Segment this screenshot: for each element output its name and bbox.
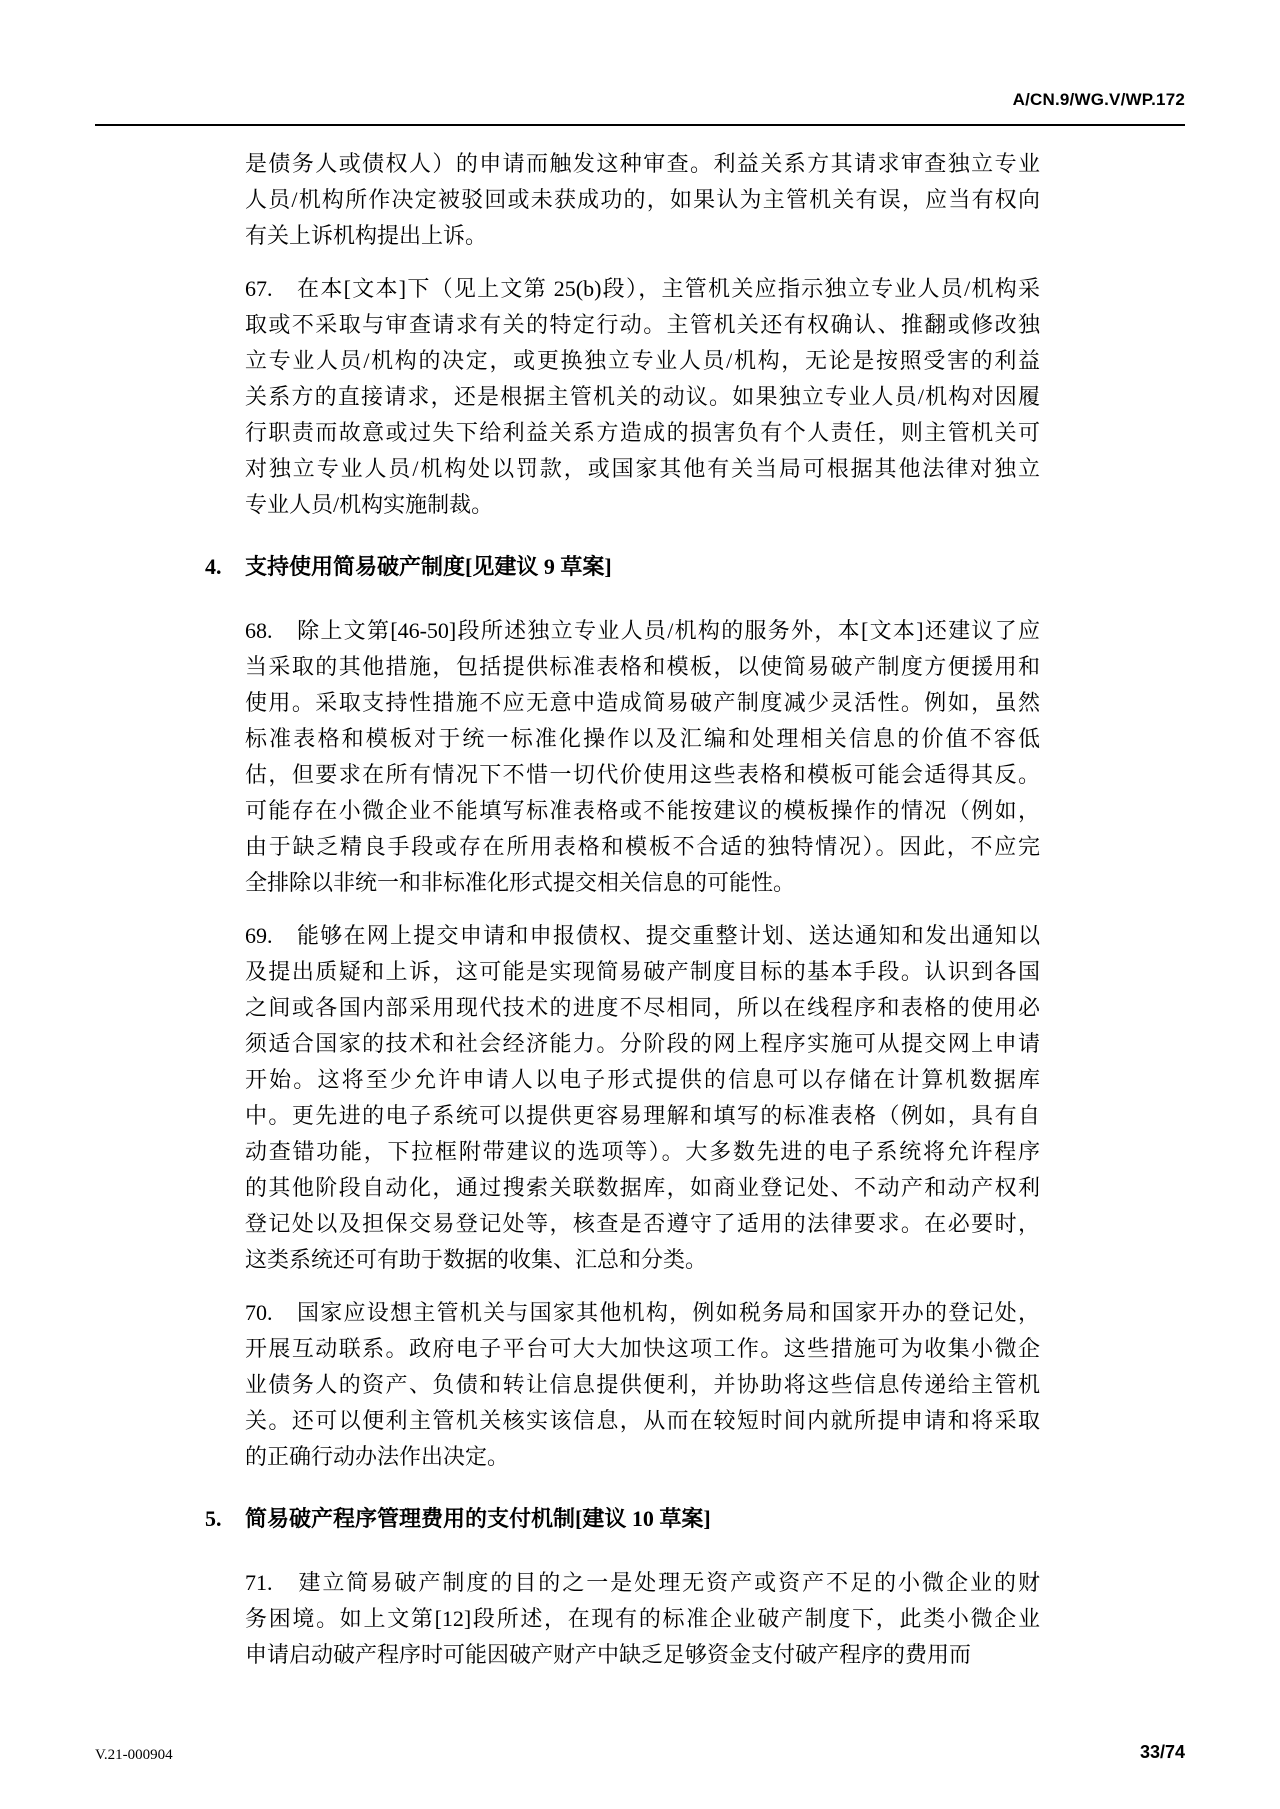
paragraph-line: 及提出质疑和上诉，这可能是实现简易破产制度目标的基本手段。认识到各国 bbox=[245, 959, 1040, 984]
paragraph-line: 业债务人的资产、负债和转让信息提供便利，并协助将这些信息传递给主管机 bbox=[245, 1372, 1040, 1397]
section-number: 5. bbox=[205, 1506, 222, 1531]
paragraph-line: 68. 除上文第[46-50]段所述独立专业人员/机构的服务外，本[文本]还建议了应 bbox=[245, 618, 1040, 643]
body-paragraph bbox=[245, 613, 1040, 901]
paragraph-line: 关。还可以便利主管机关核实该信息，从而在较短时间内就所提申请和将采取 bbox=[245, 1408, 1040, 1433]
paragraph-line: 立专业人员/机构的决定，或更换独立专业人员/机构，无论是按照受害的利益 bbox=[245, 348, 1040, 373]
paragraph-line: 人员/机构所作决定被驳回或未获成功的，如果认为主管机关有误，应当有权向 bbox=[245, 187, 1040, 212]
paragraph-line: 中。更先进的电子系统可以提供更容易理解和填写的标准表格（例如，具有自 bbox=[245, 1103, 1040, 1128]
section-heading bbox=[205, 1501, 1040, 1537]
paragraph-line: 可能存在小微企业不能填写标准表格或不能按建议的模板操作的情况（例如， bbox=[245, 798, 1040, 823]
paragraph-line: 务困境。如上文第[12]段所述，在现有的标准企业破产制度下，此类小微企业 bbox=[245, 1606, 1040, 1631]
footer-doc-number: V.21-000904 bbox=[95, 1747, 173, 1763]
paragraph-line: 登记处以及担保交易登记处等，核查是否遵守了适用的法律要求。在必要时， bbox=[245, 1211, 1040, 1236]
paragraph-line: 全排除以非统一和非标准化形式提交相关信息的可能性。 bbox=[245, 870, 796, 895]
paragraph-line: 的正确行动办法作出决定。 bbox=[245, 1444, 510, 1469]
document-body bbox=[205, 146, 1040, 1690]
paragraph-line: 对独立专业人员/机构处以罚款，或国家其他有关当局可根据其他法律对独立 bbox=[245, 456, 1040, 481]
paragraph-line: 估，但要求在所有情况下不惜一切代价使用这些表格和模板可能会适得其反。 bbox=[245, 762, 1040, 787]
section-title: 支持使用简易破产制度[见建议 9 草案] bbox=[245, 554, 612, 579]
section-title: 简易破产程序管理费用的支付机制[建议 10 草案] bbox=[245, 1506, 711, 1531]
section-number: 4. bbox=[205, 554, 222, 579]
paragraph-line: 当采取的其他措施，包括提供标准表格和模板，以使简易破产制度方便援用和 bbox=[245, 654, 1040, 679]
body-paragraph bbox=[245, 1295, 1040, 1475]
body-paragraph bbox=[245, 271, 1040, 523]
header-rule bbox=[95, 124, 1185, 126]
body-paragraph bbox=[245, 918, 1040, 1278]
paragraph-line: 标准表格和模板对于统一标准化操作以及汇编和处理相关信息的价值不容低 bbox=[245, 726, 1040, 751]
paragraph-line: 取或不采取与审查请求有关的特定行动。主管机关还有权确认、推翻或修改独 bbox=[245, 312, 1040, 337]
paragraph-line: 由于缺乏精良手段或存在所用表格和模板不合适的独特情况）。因此，不应完 bbox=[245, 834, 1040, 859]
paragraph-line: 申请启动破产程序时可能因破产财产中缺乏足够资金支付破产程序的费用而 bbox=[245, 1642, 972, 1667]
paragraph-line: 67. 在本[文本]下（见上文第 25(b)段），主管机关应指示独立专业人员/机构采 bbox=[245, 276, 1040, 301]
document-symbol: A/CN.9/WG.V/WP.172 bbox=[1012, 90, 1185, 109]
paragraph-line: 开始。这将至少允许申请人以电子形式提供的信息可以存储在计算机数据库 bbox=[245, 1067, 1040, 1092]
body-paragraph bbox=[245, 146, 1040, 254]
paragraph-line: 有关上诉机构提出上诉。 bbox=[245, 223, 488, 248]
section-heading bbox=[205, 549, 1040, 585]
paragraph-line: 须适合国家的技术和社会经济能力。分阶段的网上程序实施可从提交网上申请 bbox=[245, 1031, 1040, 1056]
paragraph-line: 的其他阶段自动化，通过搜索关联数据库，如商业登记处、不动产和动产权利 bbox=[245, 1175, 1040, 1200]
paragraph-line: 动查错功能，下拉框附带建议的选项等）。大多数先进的电子系统将允许程序 bbox=[245, 1139, 1040, 1164]
paragraph-line: 71. 建立简易破产制度的目的之一是处理无资产或资产不足的小微企业的财 bbox=[245, 1570, 1040, 1595]
footer-page-indicator: 33/74 bbox=[1139, 1742, 1185, 1762]
paragraph-line: 是债务人或债权人）的申请而触发这种审查。利益关系方其请求审查独立专业 bbox=[245, 151, 1040, 176]
paragraph-line: 70. 国家应设想主管机关与国家其他机构，例如税务局和国家开办的登记处， bbox=[245, 1300, 1040, 1325]
body-paragraph bbox=[245, 1565, 1040, 1673]
paragraph-line: 专业人员/机构实施制裁。 bbox=[245, 492, 494, 517]
paragraph-line: 关系方的直接请求，还是根据主管机关的动议。如果独立专业人员/机构对因履 bbox=[245, 384, 1040, 409]
paragraph-line: 这类系统还可有助于数据的收集、汇总和分类。 bbox=[245, 1247, 708, 1272]
paragraph-line: 之间或各国内部采用现代技术的进度不尽相同，所以在线程序和表格的使用必 bbox=[245, 995, 1040, 1020]
paragraph-line: 行职责而故意或过失下给利益关系方造成的损害负有个人责任，则主管机关可 bbox=[245, 420, 1040, 445]
paragraph-line: 使用。采取支持性措施不应无意中造成简易破产制度减少灵活性。例如，虽然 bbox=[245, 690, 1040, 715]
paragraph-line: 开展互动联系。政府电子平台可大大加快这项工作。这些措施可为收集小微企 bbox=[245, 1336, 1040, 1361]
paragraph-line: 69. 能够在网上提交申请和申报债权、提交重整计划、送达通知和发出通知以 bbox=[245, 923, 1040, 948]
